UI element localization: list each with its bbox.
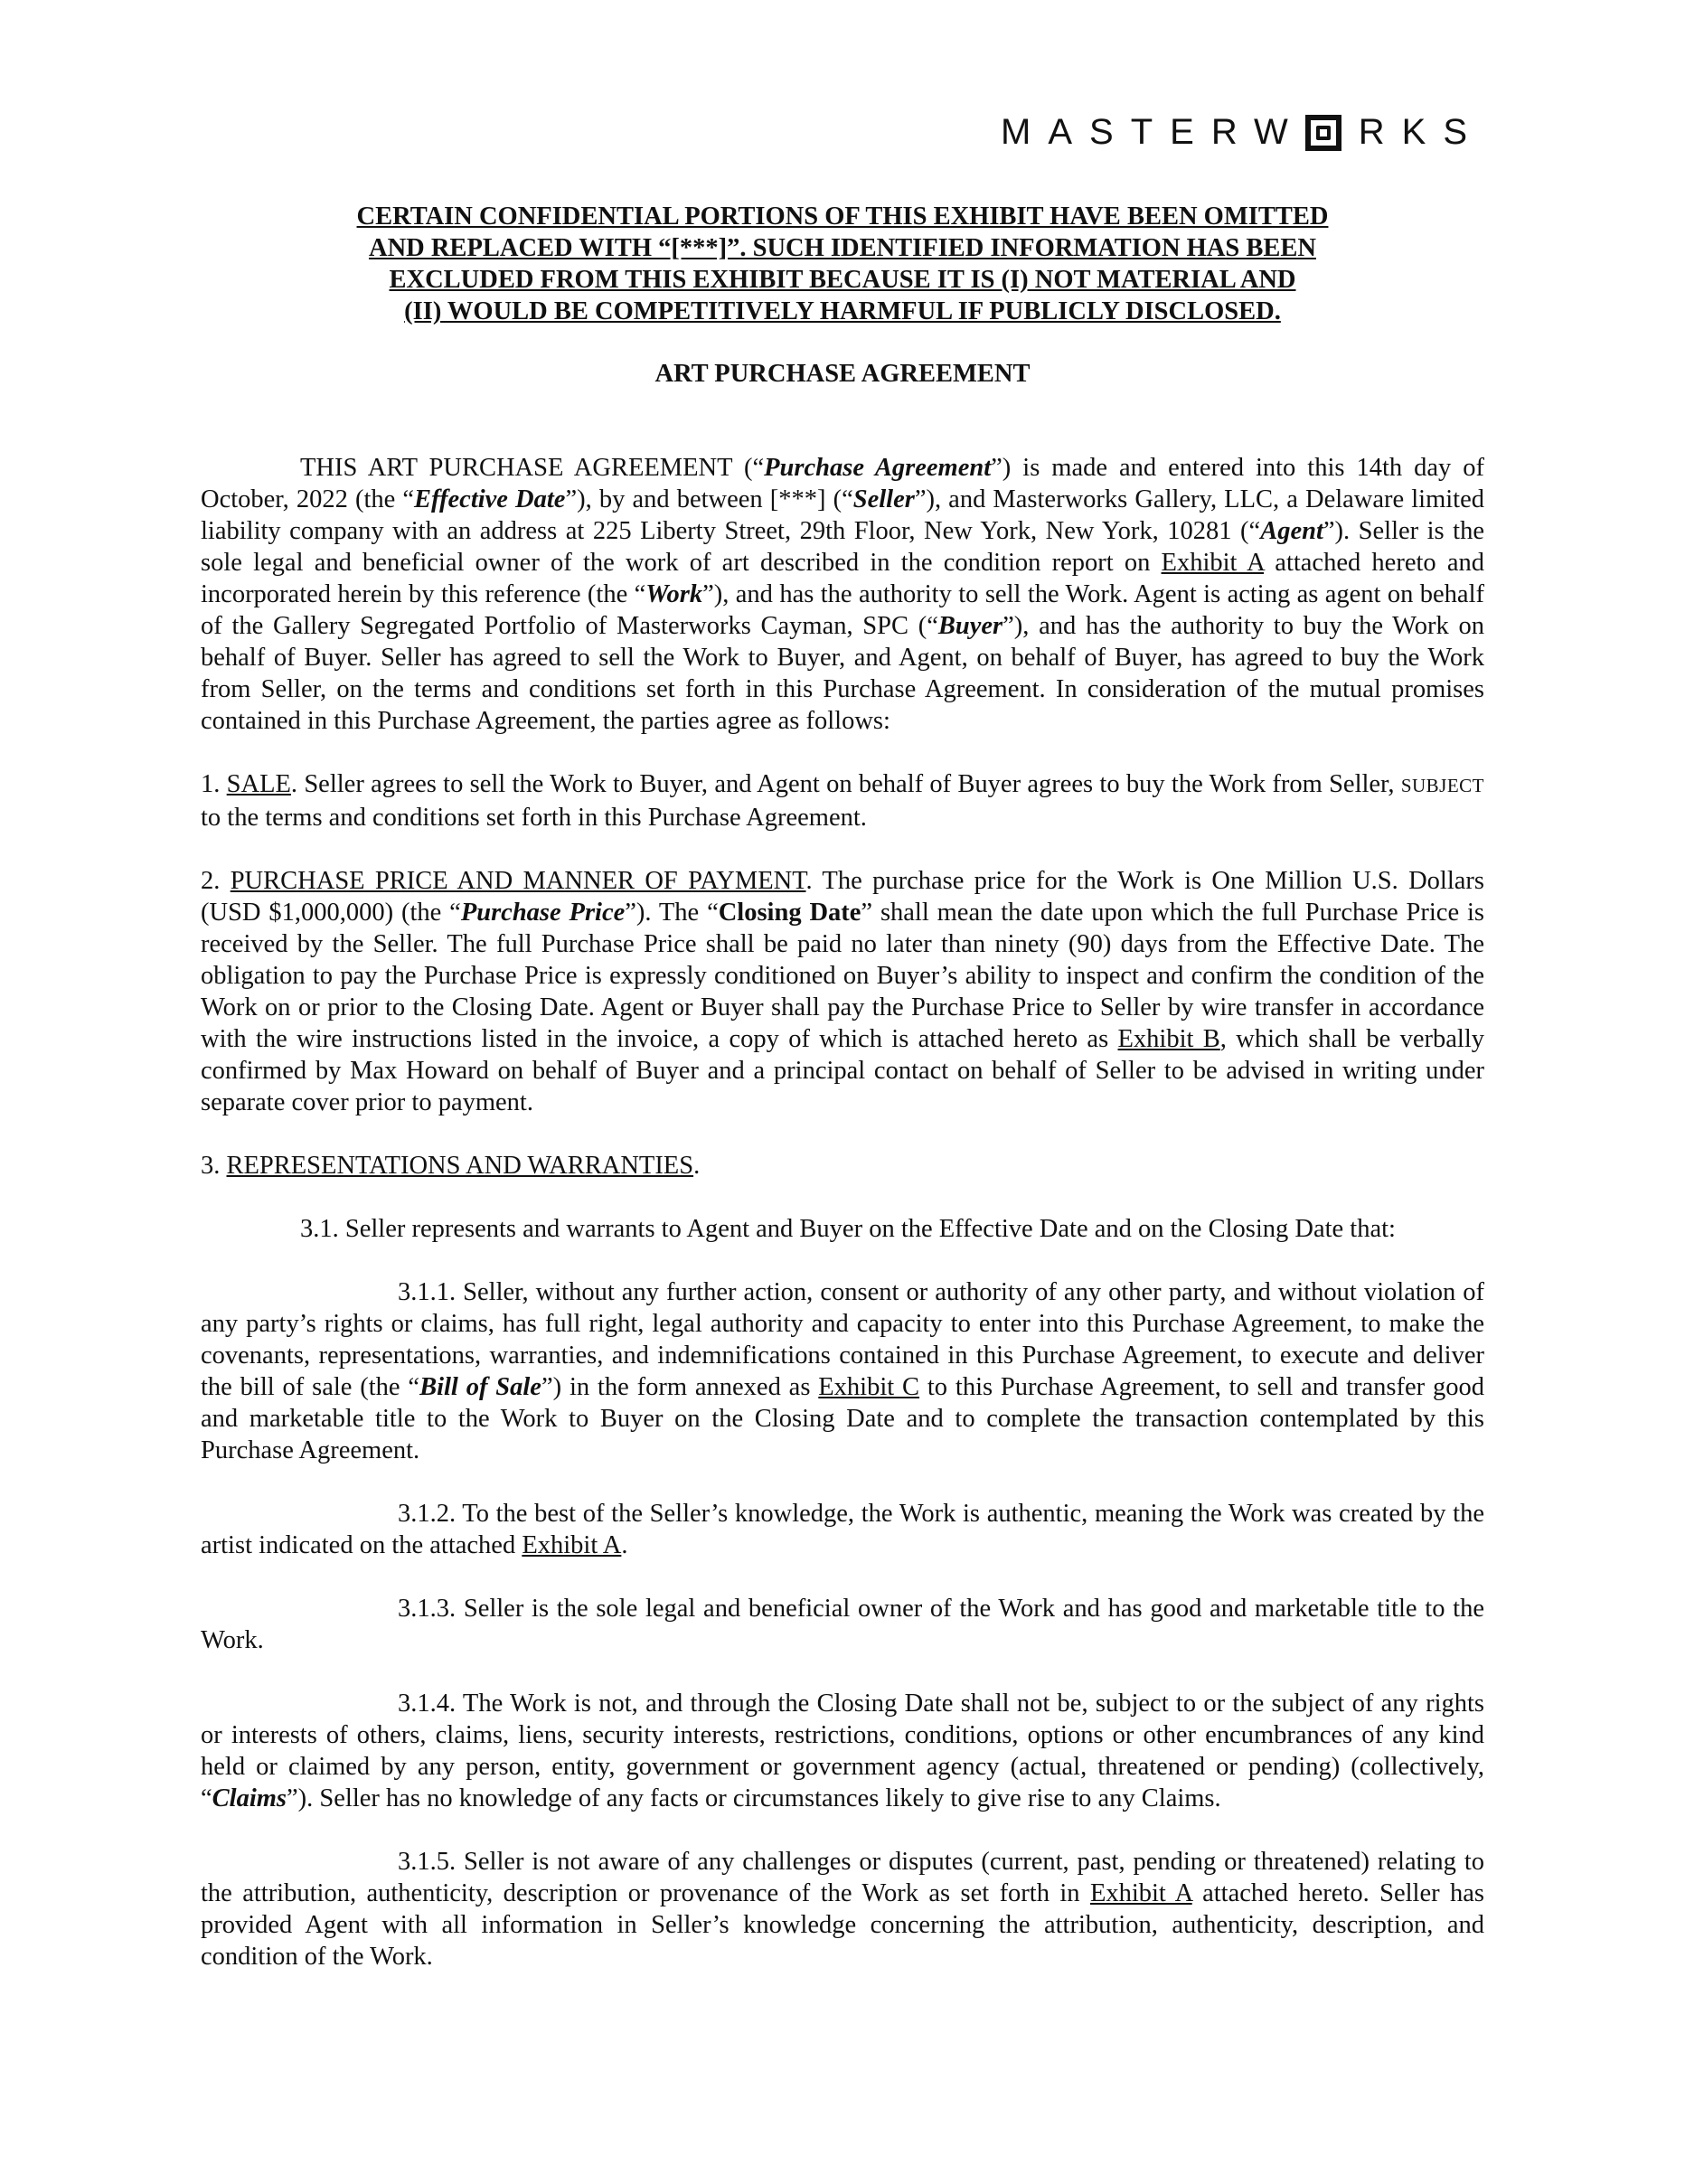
defined-term-buyer: Buyer (937, 612, 1003, 640)
section-1-sale (201, 768, 1484, 833)
section-heading: SALE (226, 770, 291, 798)
defined-term-seller: Seller (852, 485, 915, 513)
section-2-purchase-price (201, 865, 1484, 1118)
masterworks-logo (1001, 112, 1484, 153)
confidentiality-notice (208, 201, 1477, 327)
section-text: to the terms and conditions set forth in this Purchase Agreement. (201, 804, 867, 832)
notice-line: CERTAIN CONFIDENTIAL PORTIONS OF THIS EXHIBIT HAVE BEEN OMITTED (356, 202, 1329, 231)
notice-line: (II) WOULD BE COMPETITIVELY HARMFUL IF PUBLICLY DISCLOSED. (404, 297, 1281, 325)
section-3-heading (201, 1150, 1484, 1181)
intro-text: ”), and has the authority to buy the Work on behalf of Buyer. Seller has agreed to sell the Work to Buyer, and Agent, on behalf of Buyer, has agreed to buy the Work from Seller, on the terms and conditions set forth in this Purchase Agreement. In consideration of the mutual promises contained in this Purchase Agreement, the parties agree as follows: (201, 612, 1484, 735)
defined-term-purchase-agreement: Purchase Agreement (764, 454, 992, 482)
intro-text: ”) is made and entered into this 14th day of October, 2022 (the “ (201, 454, 1484, 513)
intro-text: ”), and Masterworks Gallery, LLC, a Delaware limited liability company with an address at 225 Liberty Street, 29th Floor, New York, New York, 10281 (“ (201, 485, 1485, 545)
small-caps-subject: SUBJECT (1400, 775, 1485, 796)
defined-term-effective-date: Effective Date (414, 485, 566, 513)
intro-text: ”), and has the authority to sell the Work. Agent is acting as agent on behalf of the Gallery Segregated Portfolio of Masterworks Cayman, SPC (“ (201, 580, 1484, 640)
clause-text: ”) in the form annexed as (541, 1373, 819, 1401)
defined-term-work: Work (645, 580, 703, 608)
section-text: . (693, 1152, 701, 1180)
section-text: ” shall mean the date upon which the full Purchase Price is received by the Seller. The full Purchase Price shall be paid no later than ninety (90) days from the Effective Date. The obligation to pay the Purchase Price is expressly conditioned on Buyer’s ability to inspect and confirm the condition of the Work on or prior to the Closing Date. Agent or Buyer shall pay the Purchase Price to Seller by wire transfer in accordance with the wire instructions listed in the invoice, a copy of which is attached hereto as (201, 899, 1484, 1053)
clause-3-1-3: 3.1.3. Seller is the sole legal and beneficial owner of the Work and has good and marketable title to the Work. (201, 1595, 1484, 1654)
notice-line: EXCLUDED FROM THIS EXHIBIT BECAUSE IT IS (I) NOT MATERIAL AND (389, 266, 1296, 294)
section-text: ”). The “ (625, 899, 719, 927)
clause-3-1-5 (201, 1846, 1484, 1972)
logo-text-suffix: RKS (1358, 112, 1484, 152)
logo-text-prefix: MASTERW (1001, 112, 1305, 152)
intro-paragraph (201, 452, 1484, 737)
section-number: 1. (201, 770, 227, 798)
exhibit-a-reference: Exhibit A (522, 1531, 622, 1559)
exhibit-b-reference: Exhibit B (1117, 1025, 1220, 1053)
intro-text: attached hereto and incorporated herein by this reference (the “ (201, 549, 1484, 608)
clause-3-1-1 (201, 1276, 1484, 1466)
clause-3-1: 3.1. Seller represents and warrants to Agent and Buyer on the Effective Date and on the Closing Date that: (300, 1215, 1396, 1243)
exhibit-c-reference: Exhibit C (818, 1373, 920, 1401)
section-text: . Seller agrees to sell the Work to Buyer, and Agent on behalf of Buyer agrees to buy the Work from Seller, (290, 770, 1401, 798)
defined-term-purchase-price: Purchase Price (460, 899, 626, 927)
section-heading: REPRESENTATIONS AND WARRANTIES (226, 1152, 694, 1180)
clause-text: 3.1.1. Seller, without any further action, consent or authority of any other party, and without violation of any party’s rights or claims, has full right, legal authority and capacity to enter into this Purchase Agreement, to make the covenants, representations, warranties, and indemnifications contained in this Purchase Agreement, to execute and deliver the bill of sale (the “ (201, 1278, 1484, 1401)
section-text: . The purchase price for the Work is One Million U.S. Dollars (USD $1,000,000) (the “ (201, 867, 1484, 927)
document-title: ART PURCHASE AGREEMENT (654, 360, 1031, 388)
clause-text: 3.1.5. Seller is not aware of any challenges or disputes (current, past, pending or threatened) relating to the attribution, authenticity, description or provenance of the Work as set forth in (201, 1848, 1484, 1907)
section-text: , which shall be verbally confirmed by Max Howard on behalf of Buyer and a principal contact on behalf of Seller to be advised in writing under separate cover prior to payment. (201, 1025, 1484, 1116)
section-number: 2. (201, 867, 231, 895)
clause-text: ”). Seller has no knowledge of any facts or circumstances likely to give rise to any Claims. (287, 1784, 1221, 1812)
clause-3-1-4 (201, 1688, 1484, 1814)
section-number: 3. (201, 1152, 227, 1180)
exhibit-a-reference: Exhibit A (1161, 549, 1265, 577)
clause-text: attached hereto. Seller has provided Agent with all information in Seller’s knowledge concerning the attribution, authenticity, description, and condition of the Work. (201, 1879, 1484, 1971)
clause-3-1-2 (201, 1498, 1484, 1561)
clause-text: 3.1.4. The Work is not, and through the Closing Date shall not be, subject to or the subject of any rights or interests of others, claims, liens, security interests, restrictions, conditions, options or other encumbrances of any kind held or claimed by any person, entity, government or government agency (actual, threatened or pending) (collectively, “ (201, 1690, 1484, 1812)
clause-text: . (621, 1531, 628, 1559)
section-heading: PURCHASE PRICE AND MANNER OF PAYMENT (230, 867, 806, 895)
exhibit-a-reference: Exhibit A (1089, 1879, 1192, 1907)
clause-text: to this Purchase Agreement, to sell and transfer good and marketable title to the Work to Buyer on the Closing Date and to complete the transaction contemplated by this Purchase Agreement. (201, 1373, 1484, 1464)
intro-text: ”). Seller is the sole legal and beneficial owner of the work of art described in the condition report on (201, 517, 1484, 577)
notice-line: AND REPLACED WITH “[***]”. SUCH IDENTIFIED INFORMATION HAS BEEN (368, 234, 1316, 262)
agreement-body (201, 452, 1484, 2004)
defined-term-claims: Claims (212, 1784, 287, 1812)
logo-o-mark-icon (1305, 115, 1341, 151)
defined-term-bill-of-sale: Bill of Sale (419, 1373, 541, 1401)
defined-term-closing-date: Closing Date (718, 899, 861, 927)
defined-term-agent: Agent (1260, 517, 1323, 545)
intro-text: ”), by and between [***] (“ (565, 485, 853, 513)
intro-text: THIS ART PURCHASE AGREEMENT (“ (300, 454, 765, 482)
clause-text: 3.1.2. To the best of the Seller’s knowledge, the Work is authentic, meaning the Work was created by the artist indicated on the attached (201, 1500, 1484, 1559)
